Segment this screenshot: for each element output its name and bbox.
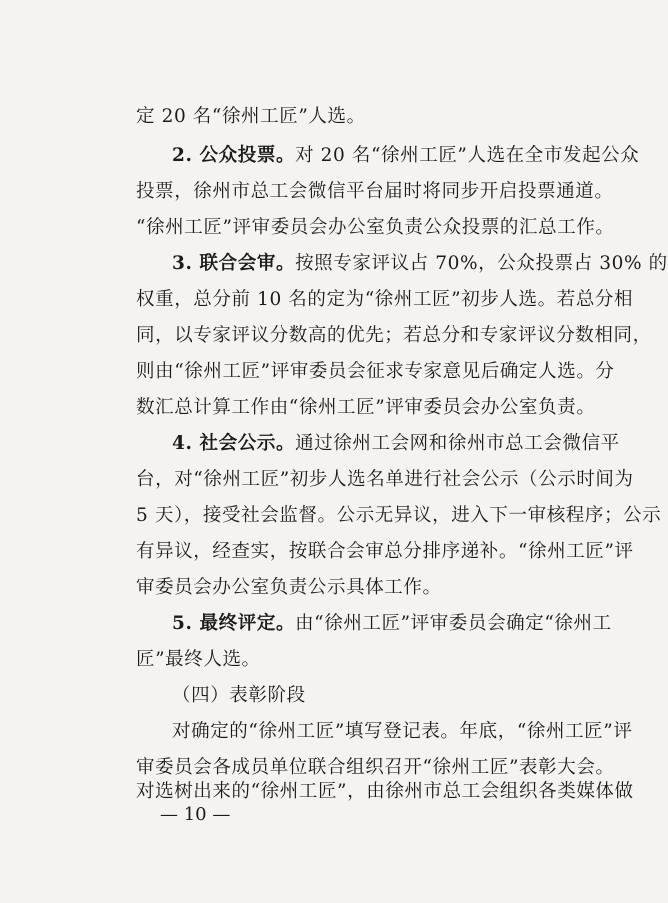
text-line: [136, 504, 662, 528]
text-line: [136, 396, 614, 420]
line-text: 则由“徐州工匠”评审委员会征求专家意见后确定人选。分: [136, 361, 615, 382]
line-text: 由“徐州工匠”评审委员会确定“徐州工: [295, 613, 612, 634]
line-text: 按照专家评议占 70%，公众投票占 30% 的: [295, 253, 668, 274]
line-text: 审委员会办公室负责公示具体工作。: [136, 577, 442, 598]
item-label: 5. 最终评定。: [172, 613, 296, 634]
item-2-heading: [172, 144, 640, 168]
line-text: 台，对“徐州工匠”初步人选名单进行社会公示（公示时间为: [136, 469, 634, 490]
text-line: [136, 648, 614, 672]
text-line: [136, 288, 634, 312]
item-5-heading: [172, 612, 614, 636]
text-line: [136, 105, 614, 129]
item-4-heading: [172, 432, 620, 456]
section-heading: [172, 684, 614, 708]
line-text: “徐州工匠”评审委员会办公室负责公众投票的汇总工作。: [136, 217, 615, 238]
line-text: 对 20 名“徐州工匠”人选在全市发起公众: [295, 145, 640, 166]
line-text: 有异议，经查实，按联合会审总分排序递补。“徐州工匠”评: [136, 541, 634, 562]
line-text: 通过徐州工会网和徐州市总工会微信平: [295, 433, 620, 454]
item-3-heading: [172, 252, 668, 276]
text-line: [136, 780, 634, 804]
text-line: [136, 324, 652, 348]
line-text: 5 天），接受社会监督。公示无异议，进入下一审核程序；公示: [136, 505, 662, 526]
line-text: 权重，总分前 10 名的定为“徐州工匠”初步人选。若总分相: [136, 289, 634, 310]
line-text: 对确定的“徐州工匠”填写登记表。年底，“徐州工匠”评: [172, 721, 633, 742]
text-line: [136, 756, 614, 780]
line-text: 投票，徐州市总工会微信平台届时将同步开启投票通道。: [136, 181, 614, 202]
text-line: [172, 720, 633, 744]
text-line: [136, 216, 614, 240]
line-text: 定 20 名“徐州工匠”人选。: [136, 106, 366, 127]
text-line: [136, 468, 634, 492]
line-text: 同，以专家评议分数高的优先；若总分和专家评议分数相同，: [136, 325, 652, 346]
item-label: 3. 联合会审。: [172, 253, 296, 274]
text-line: [136, 540, 634, 564]
text-line: [136, 576, 614, 600]
line-text: 审委员会各成员单位联合组织召开“徐州工匠”表彰大会。: [136, 757, 615, 778]
text-line: [136, 180, 614, 204]
line-text: 数汇总计算工作由“徐州工匠”评审委员会办公室负责。: [136, 397, 596, 418]
item-label: 4. 社会公示。: [172, 433, 296, 454]
section-heading-text: （四）表彰阶段: [172, 685, 306, 706]
item-label: 2. 公众投票。: [172, 145, 296, 166]
page-number-text: — 10 —: [160, 804, 231, 825]
line-text: 对选树出来的“徐州工匠”，由徐州市总工会组织各类媒体做: [136, 781, 634, 802]
text-line: [136, 360, 614, 384]
line-text: 匠”最终人选。: [136, 649, 261, 670]
